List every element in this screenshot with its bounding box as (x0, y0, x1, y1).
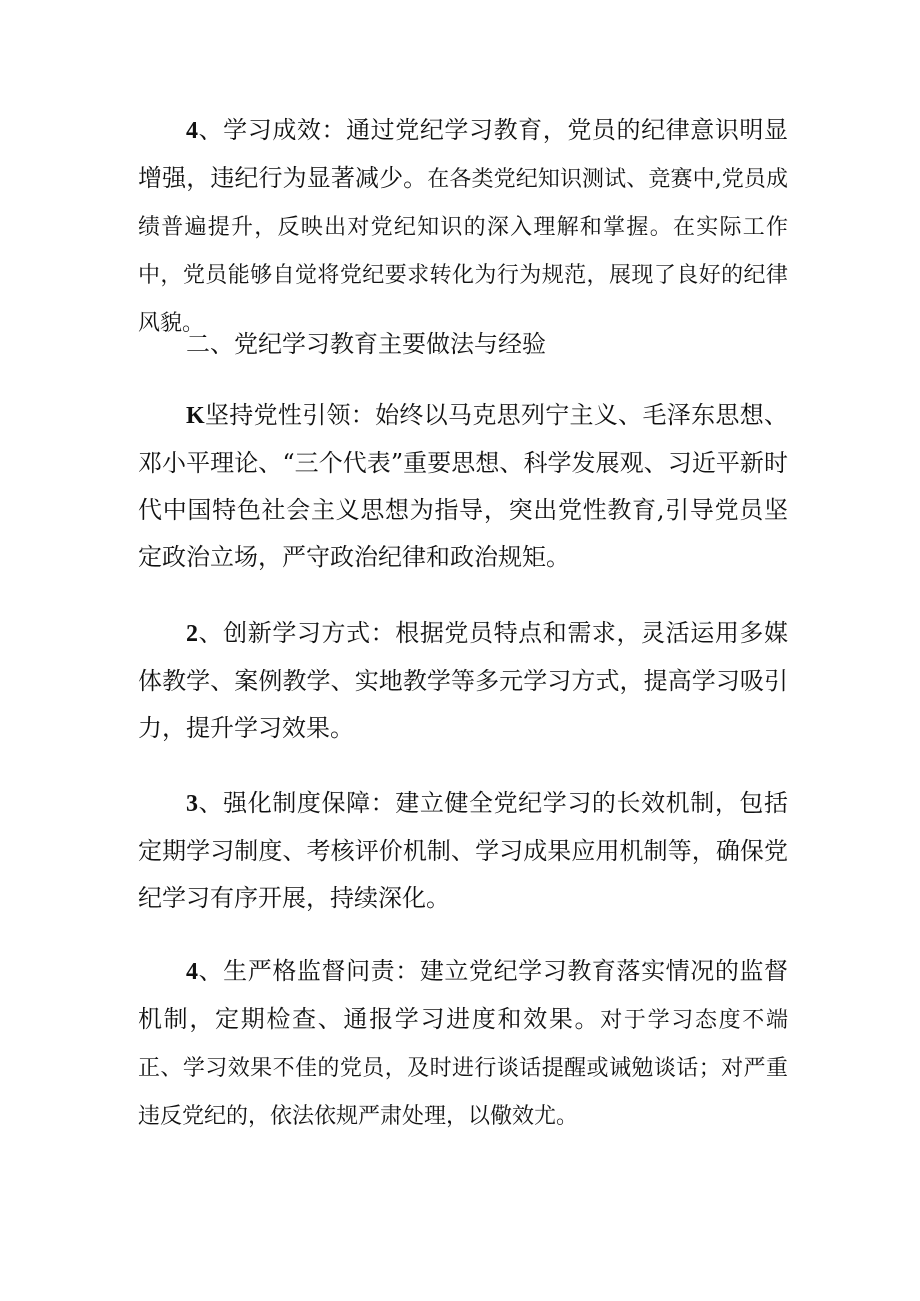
paragraph-learning-methods (138, 610, 788, 752)
paragraph-number: 4 (186, 959, 198, 985)
paragraph-achievement (138, 107, 788, 347)
section-heading: 二、党纪学习教育主要做法与经验 (186, 330, 546, 358)
paragraph-number: 4 (186, 118, 198, 144)
paragraph-lead-text: 、学习成效：通过党纪学习教育，党员的纪律意识明显增强，违纪行为显著减少。 (138, 116, 788, 192)
paragraph-system-guarantee (138, 780, 788, 922)
paragraph-number: K (186, 403, 205, 429)
paragraph-lead-text: 、生严格监督问责：建立党纪学习教育落实情况的监督机制，定期检查、通报学习进度和效果。 (138, 957, 788, 1033)
paragraph-text: 、强化制度保障：建立健全党纪学习的长效机制，包括定期学习制度、考核评价机制、学习成果应用机制等，确保党纪学习有序开展，持续深化。 (138, 789, 788, 912)
paragraph-number: 3 (186, 791, 198, 817)
paragraph-number: 2 (186, 621, 198, 647)
paragraph-supervision (138, 948, 788, 1140)
paragraph-body-text: 对于学习态度不端正、学习效果不佳的党员，及时进行谈话提醒或诫勉谈话；对严重违反党纪的，依法依规严肃处理，以儆效尤。 (138, 1008, 788, 1129)
paragraph-text: 坚持党性引领：始终以马克思列宁主义、毛泽东思想、邓小平理论、“三个代表”重要思想、科学发展观、习近平新时代中国特色社会主义思想为指导，突出党性教育,引导党员坚定政治立场，严守政治纪律和政治规矩。 (138, 401, 788, 571)
paragraph-body-text: 在各类党纪知识测试、竞赛中,党员成绩普遍提升，反映出对党纪知识的深入理解和掌握。在实际工作中，党员能够自觉将党纪要求转化为行为规范，展现了良好的纪律风貌。 (138, 167, 789, 336)
paragraph-party-leadership (138, 392, 788, 581)
paragraph-text: 、创新学习方式：根据党员特点和需求，灵活运用多媒体教学、案例教学、实地教学等多元学习方式，提高学习吸引力，提升学习效果。 (138, 619, 788, 742)
